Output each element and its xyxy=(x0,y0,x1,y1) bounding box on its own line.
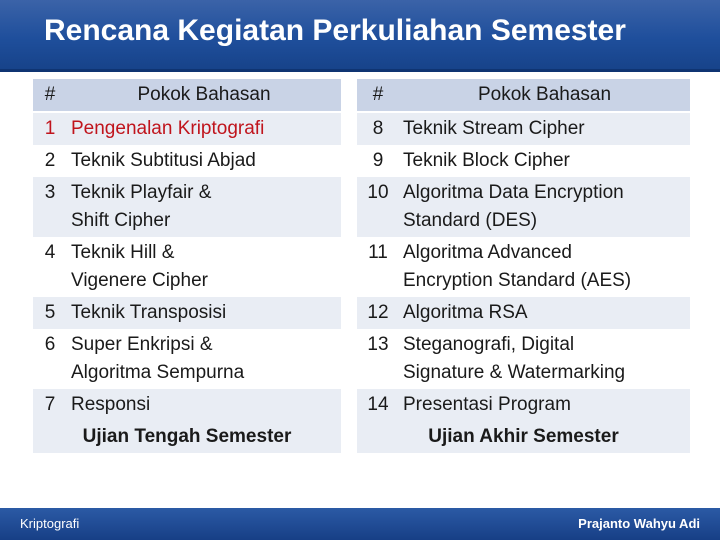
row-number: 9 xyxy=(357,145,399,177)
row-topic xyxy=(67,329,341,389)
table-row xyxy=(33,113,341,145)
row-topic-line2: Algoritma Sempurna xyxy=(71,362,245,383)
row-topic-line2: Standard (DES) xyxy=(403,210,538,231)
header-number: # xyxy=(357,79,399,113)
row-topic-line1: Teknik Playfair & xyxy=(71,182,212,203)
row-topic: Teknik Stream Cipher xyxy=(399,113,690,145)
table-row xyxy=(357,145,690,177)
table-row xyxy=(357,177,690,237)
row-number: 11 xyxy=(357,237,399,297)
exam-row xyxy=(33,421,341,453)
footer-bar xyxy=(0,508,720,540)
schedule-table-left xyxy=(33,79,341,453)
table-row xyxy=(357,113,690,145)
table-row xyxy=(357,389,690,421)
row-number: 2 xyxy=(33,145,67,177)
row-topic: Presentasi Program xyxy=(399,389,690,421)
row-number: 7 xyxy=(33,389,67,421)
row-number: 8 xyxy=(357,113,399,145)
course-name: Kriptografi xyxy=(20,516,80,531)
header-topic: Pokok Bahasan xyxy=(399,79,690,113)
table-row xyxy=(33,329,341,389)
midterm-exam-label: Ujian Tengah Semester xyxy=(33,421,341,453)
row-number: 14 xyxy=(357,389,399,421)
row-topic: Pengenalan Kriptografi xyxy=(67,113,341,145)
row-topic-line2: Vigenere Cipher xyxy=(71,270,208,291)
schedule-table-right xyxy=(357,79,690,453)
row-topic-line2: Shift Cipher xyxy=(71,210,171,231)
table-header-row xyxy=(33,79,341,113)
row-topic: Teknik Subtitusi Abjad xyxy=(67,145,341,177)
row-number: 1 xyxy=(33,113,67,145)
row-topic-line1: Algoritma Data Encryption xyxy=(403,182,624,203)
table-row xyxy=(33,145,341,177)
row-topic: Responsi xyxy=(67,389,341,421)
table-row xyxy=(33,389,341,421)
row-number: 3 xyxy=(33,177,67,237)
table-row xyxy=(33,177,341,237)
row-topic xyxy=(399,177,690,237)
row-topic-line1: Super Enkripsi & xyxy=(71,334,213,355)
row-number: 10 xyxy=(357,177,399,237)
table-row xyxy=(357,237,690,297)
row-number: 4 xyxy=(33,237,67,297)
table-header-row xyxy=(357,79,690,113)
table-row xyxy=(33,297,341,329)
row-topic-line1: Algoritma Advanced xyxy=(403,242,572,263)
row-topic xyxy=(67,177,341,237)
exam-row xyxy=(357,421,690,453)
row-number: 6 xyxy=(33,329,67,389)
row-number: 13 xyxy=(357,329,399,389)
row-topic-line2: Signature & Watermarking xyxy=(403,362,626,383)
row-number: 5 xyxy=(33,297,67,329)
row-topic: Algoritma RSA xyxy=(399,297,690,329)
row-topic-line1: Teknik Hill & xyxy=(71,242,175,263)
page-title: Rencana Kegiatan Perkuliahan Semester xyxy=(44,14,626,47)
row-topic-line2: Encryption Standard (AES) xyxy=(403,270,632,291)
row-number: 12 xyxy=(357,297,399,329)
row-topic xyxy=(399,329,690,389)
final-exam-label: Ujian Akhir Semester xyxy=(357,421,690,453)
table-row xyxy=(357,297,690,329)
row-topic: Teknik Transposisi xyxy=(67,297,341,329)
title-bar xyxy=(0,0,720,72)
row-topic: Teknik Block Cipher xyxy=(399,145,690,177)
row-topic-line1: Steganografi, Digital xyxy=(403,334,575,355)
table-row xyxy=(33,237,341,297)
row-topic xyxy=(67,237,341,297)
header-number: # xyxy=(33,79,67,113)
header-topic: Pokok Bahasan xyxy=(67,79,341,113)
author-name: Prajanto Wahyu Adi xyxy=(578,516,700,531)
row-topic xyxy=(399,237,690,297)
table-row xyxy=(357,329,690,389)
